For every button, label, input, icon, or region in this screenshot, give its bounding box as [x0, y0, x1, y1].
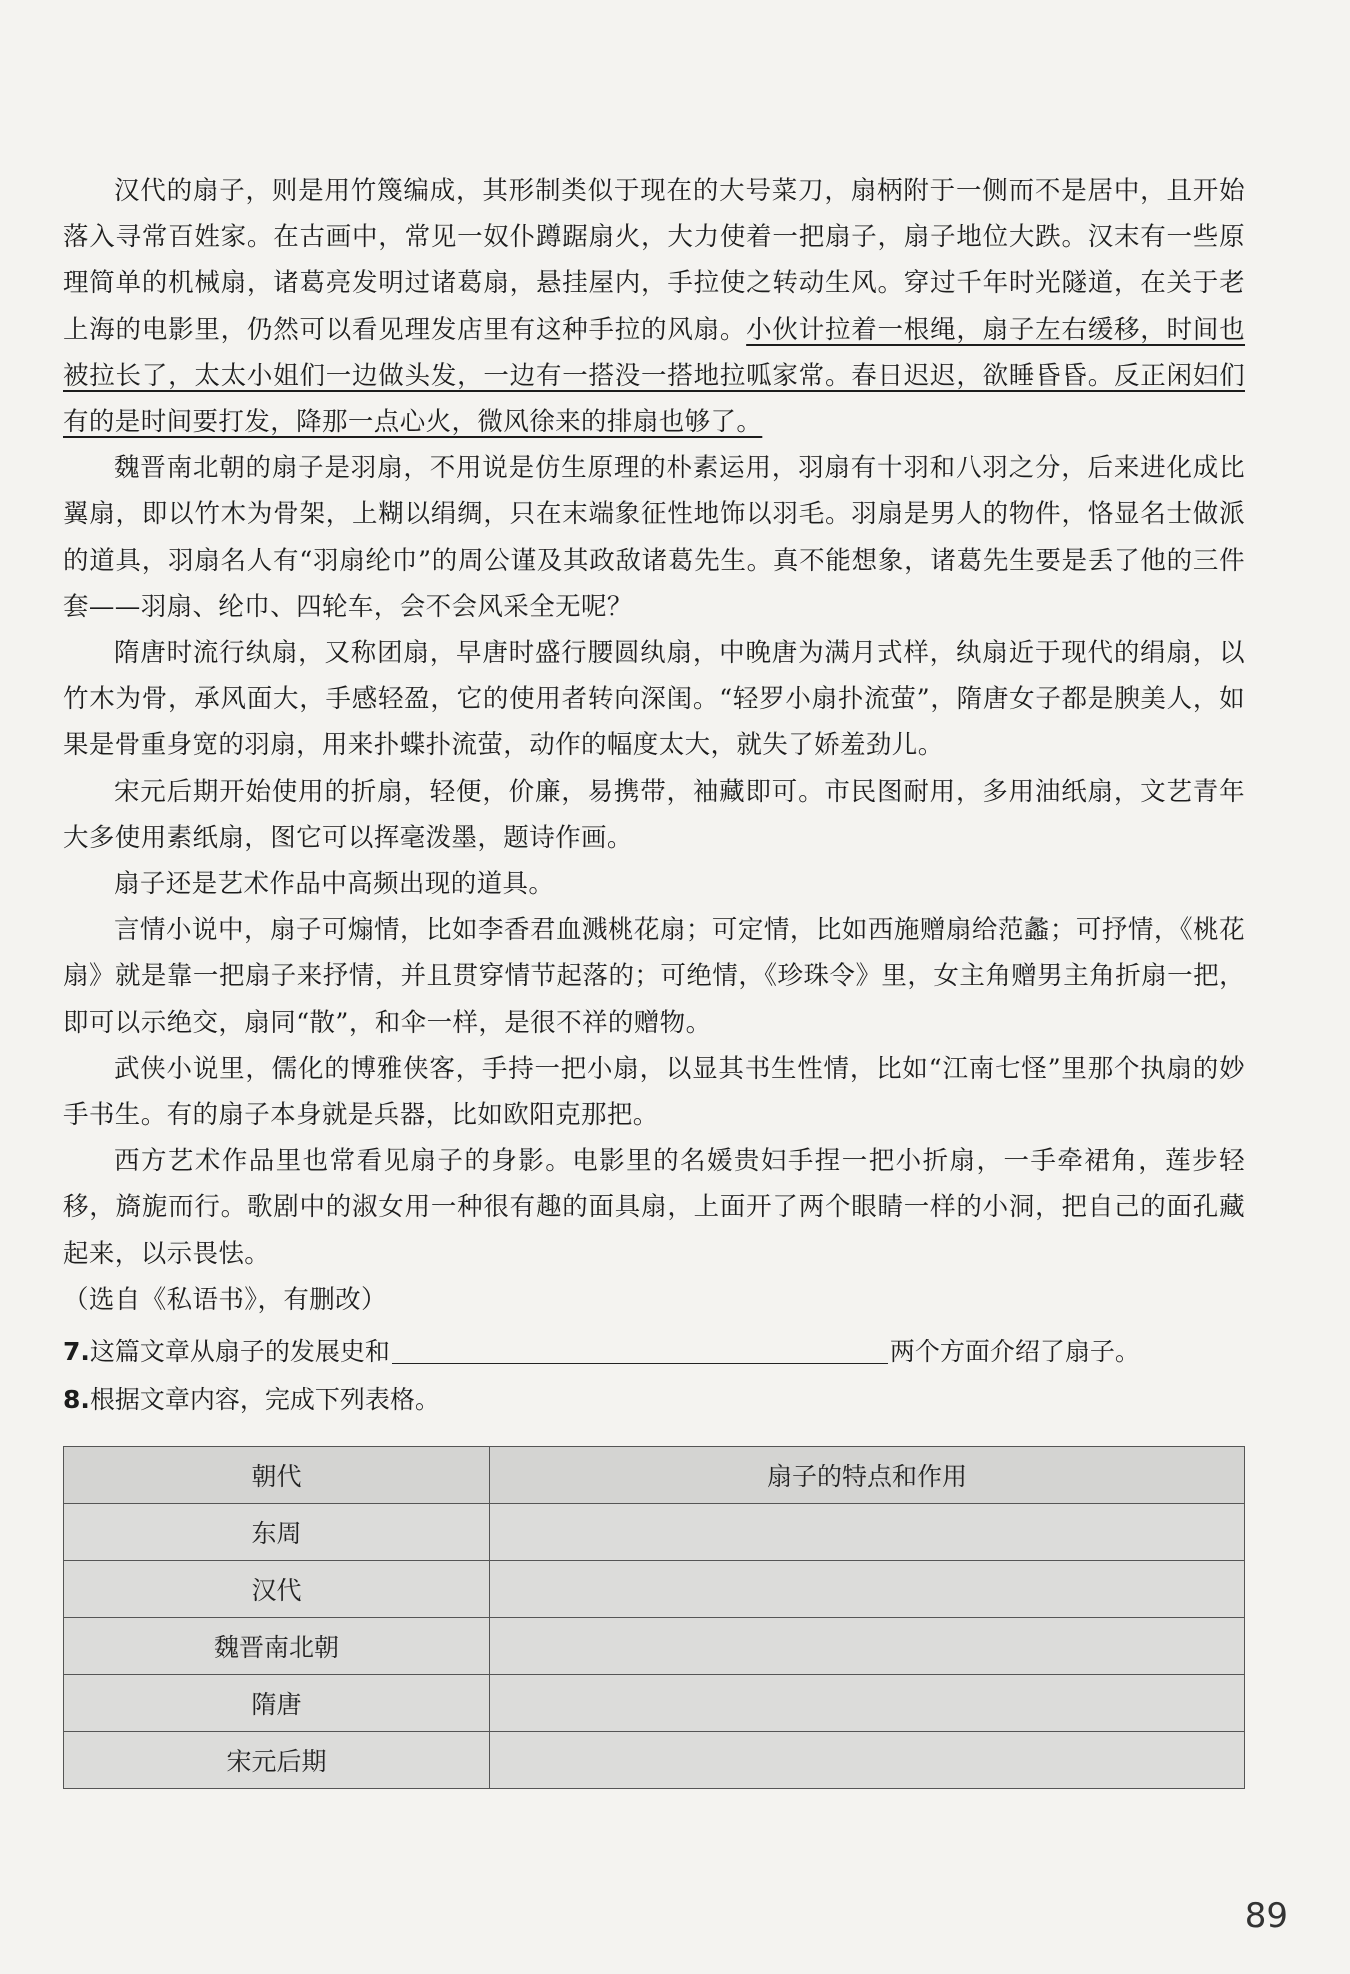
- answer-cell[interactable]: [490, 1504, 1245, 1561]
- article-text: [63, 168, 1245, 1323]
- paragraph-art: 扇子还是艺术作品中高频出现的道具。: [114, 869, 555, 900]
- dynasty-cell: 隋唐: [64, 1675, 490, 1732]
- dynasty-cell: 魏晋南北朝: [64, 1618, 490, 1675]
- underlined-sentence-2: 反正闲妇们有的是时间要打发，降那一点心火，微风徐来的排扇也够了。: [63, 360, 1245, 438]
- paragraph-western: 西方艺术作品里也常看见扇子的身影。电影里的名媛贵妇手捏一把小折扇，一手牵裙角，莲步轻移，旖旎而行。歌剧中的淑女用一种很有趣的面具扇，上面开了两个眼睛一样的小洞，把自己的面孔藏起来，以示畏怯。: [63, 1146, 1245, 1269]
- dynasty-cell: 宋元后期: [64, 1732, 490, 1789]
- dynasty-cell: 东周: [64, 1504, 490, 1561]
- header-dynasty: 朝代: [64, 1447, 490, 1504]
- source-citation: （选自《私语书》，有删改）: [63, 1284, 387, 1315]
- paragraph-han: [63, 168, 1245, 445]
- answer-cell[interactable]: [490, 1561, 1245, 1618]
- question-8-number: 8.: [63, 1385, 90, 1414]
- paragraph-han-text: 汉代的扇子，则是用竹篾编成，其形制类似于现在的大号菜刀，扇柄附于一侧而不是居中，且开始落入寻常百姓家。在古画中，常见一奴仆蹲踞扇火，大力使着一把扇子，扇子地位大跌。汉末有一些原理简单的机械扇，诸葛亮发明过诸葛扇，悬挂屋内，手拉使之转动生风。穿过千年时光隧道，在关于老上海的电影里，仍然可以看见理发店里有这种手拉的风扇。: [63, 176, 1245, 345]
- question-7-answer-blank[interactable]: [392, 1333, 888, 1364]
- paragraph-wuxia: 武侠小说里，儒化的博雅侠客，手持一把小扇，以显其书生性情，比如“江南七怪”里那个执扇的妙手书生。有的扇子本身就是兵器，比如欧阳克那把。: [63, 1053, 1245, 1131]
- answer-table: [63, 1446, 1245, 1789]
- table-header-row: [64, 1447, 1245, 1504]
- question-7-text-before: 这篇文章从扇子的发展史和: [89, 1337, 390, 1366]
- dynasty-cell: 汉代: [64, 1561, 490, 1618]
- question-8: [63, 1380, 440, 1420]
- answer-cell[interactable]: [490, 1675, 1245, 1732]
- table-row: [64, 1618, 1245, 1675]
- paragraph-songyuan: 宋元后期开始使用的折扇，轻便，价廉，易携带，袖藏即可。市民图耐用，多用油纸扇，文艺青年大多使用素纸扇，图它可以挥毫泼墨，题诗作画。: [63, 776, 1245, 853]
- question-8-text: 根据文章内容，完成下列表格。: [89, 1385, 440, 1414]
- question-7: [63, 1332, 1140, 1372]
- paragraph-weijin: 魏晋南北朝的扇子是羽扇，不用说是仿生原理的朴素运用，羽扇有十羽和八羽之分，后来进化成比翼扇，即以竹木为骨架，上糊以绢绸，只在末端象征性地饰以羽毛。羽扇是男人的物件，恪显名士做派的道具，羽扇名人有“羽扇纶巾”的周公谨及其政敌诸葛先生。真不能想象，诸葛先生要是丢了他的三件套——羽扇、纶巾、四轮车，会不会风采全无呢？: [63, 453, 1245, 622]
- table-row: [64, 1504, 1245, 1561]
- underlined-sentence-1: 小伙计拉着一根绳，扇子左右缓移，时间也被拉长了，太太小姐们一边做头发，一边有一搭没一搭地拉呱家常。春日迟迟，欲睡昏昏。: [63, 314, 1246, 391]
- question-7-number: 7.: [63, 1337, 90, 1366]
- page-number: 89: [1244, 1896, 1288, 1936]
- paragraph-romance: 言情小说中，扇子可煽情，比如李香君血溅桃花扇；可定情，比如西施赠扇给范蠡；可抒情，《桃花扇》就是靠一把扇子来抒情，并且贯穿情节起落的；可绝情，《珍珠令》里，女主角赠男主角折扇一把，即可以示绝交，扇同“散”，和伞一样，是很不祥的赠物。: [63, 915, 1245, 1038]
- table-row: [64, 1561, 1245, 1618]
- answer-cell[interactable]: [490, 1732, 1245, 1789]
- answer-cell[interactable]: [490, 1618, 1245, 1675]
- header-features: 扇子的特点和作用: [490, 1447, 1245, 1504]
- table-row: [64, 1675, 1245, 1732]
- paragraph-suitang: 隋唐时流行纨扇，又称团扇，早唐时盛行腰圆纨扇，中晚唐为满月式样，纨扇近于现代的绢扇，以竹木为骨，承风面大，手感轻盈，它的使用者转向深闺。“轻罗小扇扑流萤”，隋唐女子都是腴美人，如果是骨重身宽的羽扇，用来扑蝶扑流萤，动作的幅度太大，就失了娇羞劲儿。: [63, 638, 1245, 761]
- question-7-text-after: 两个方面介绍了扇子。: [889, 1337, 1140, 1366]
- table-row: [64, 1732, 1245, 1789]
